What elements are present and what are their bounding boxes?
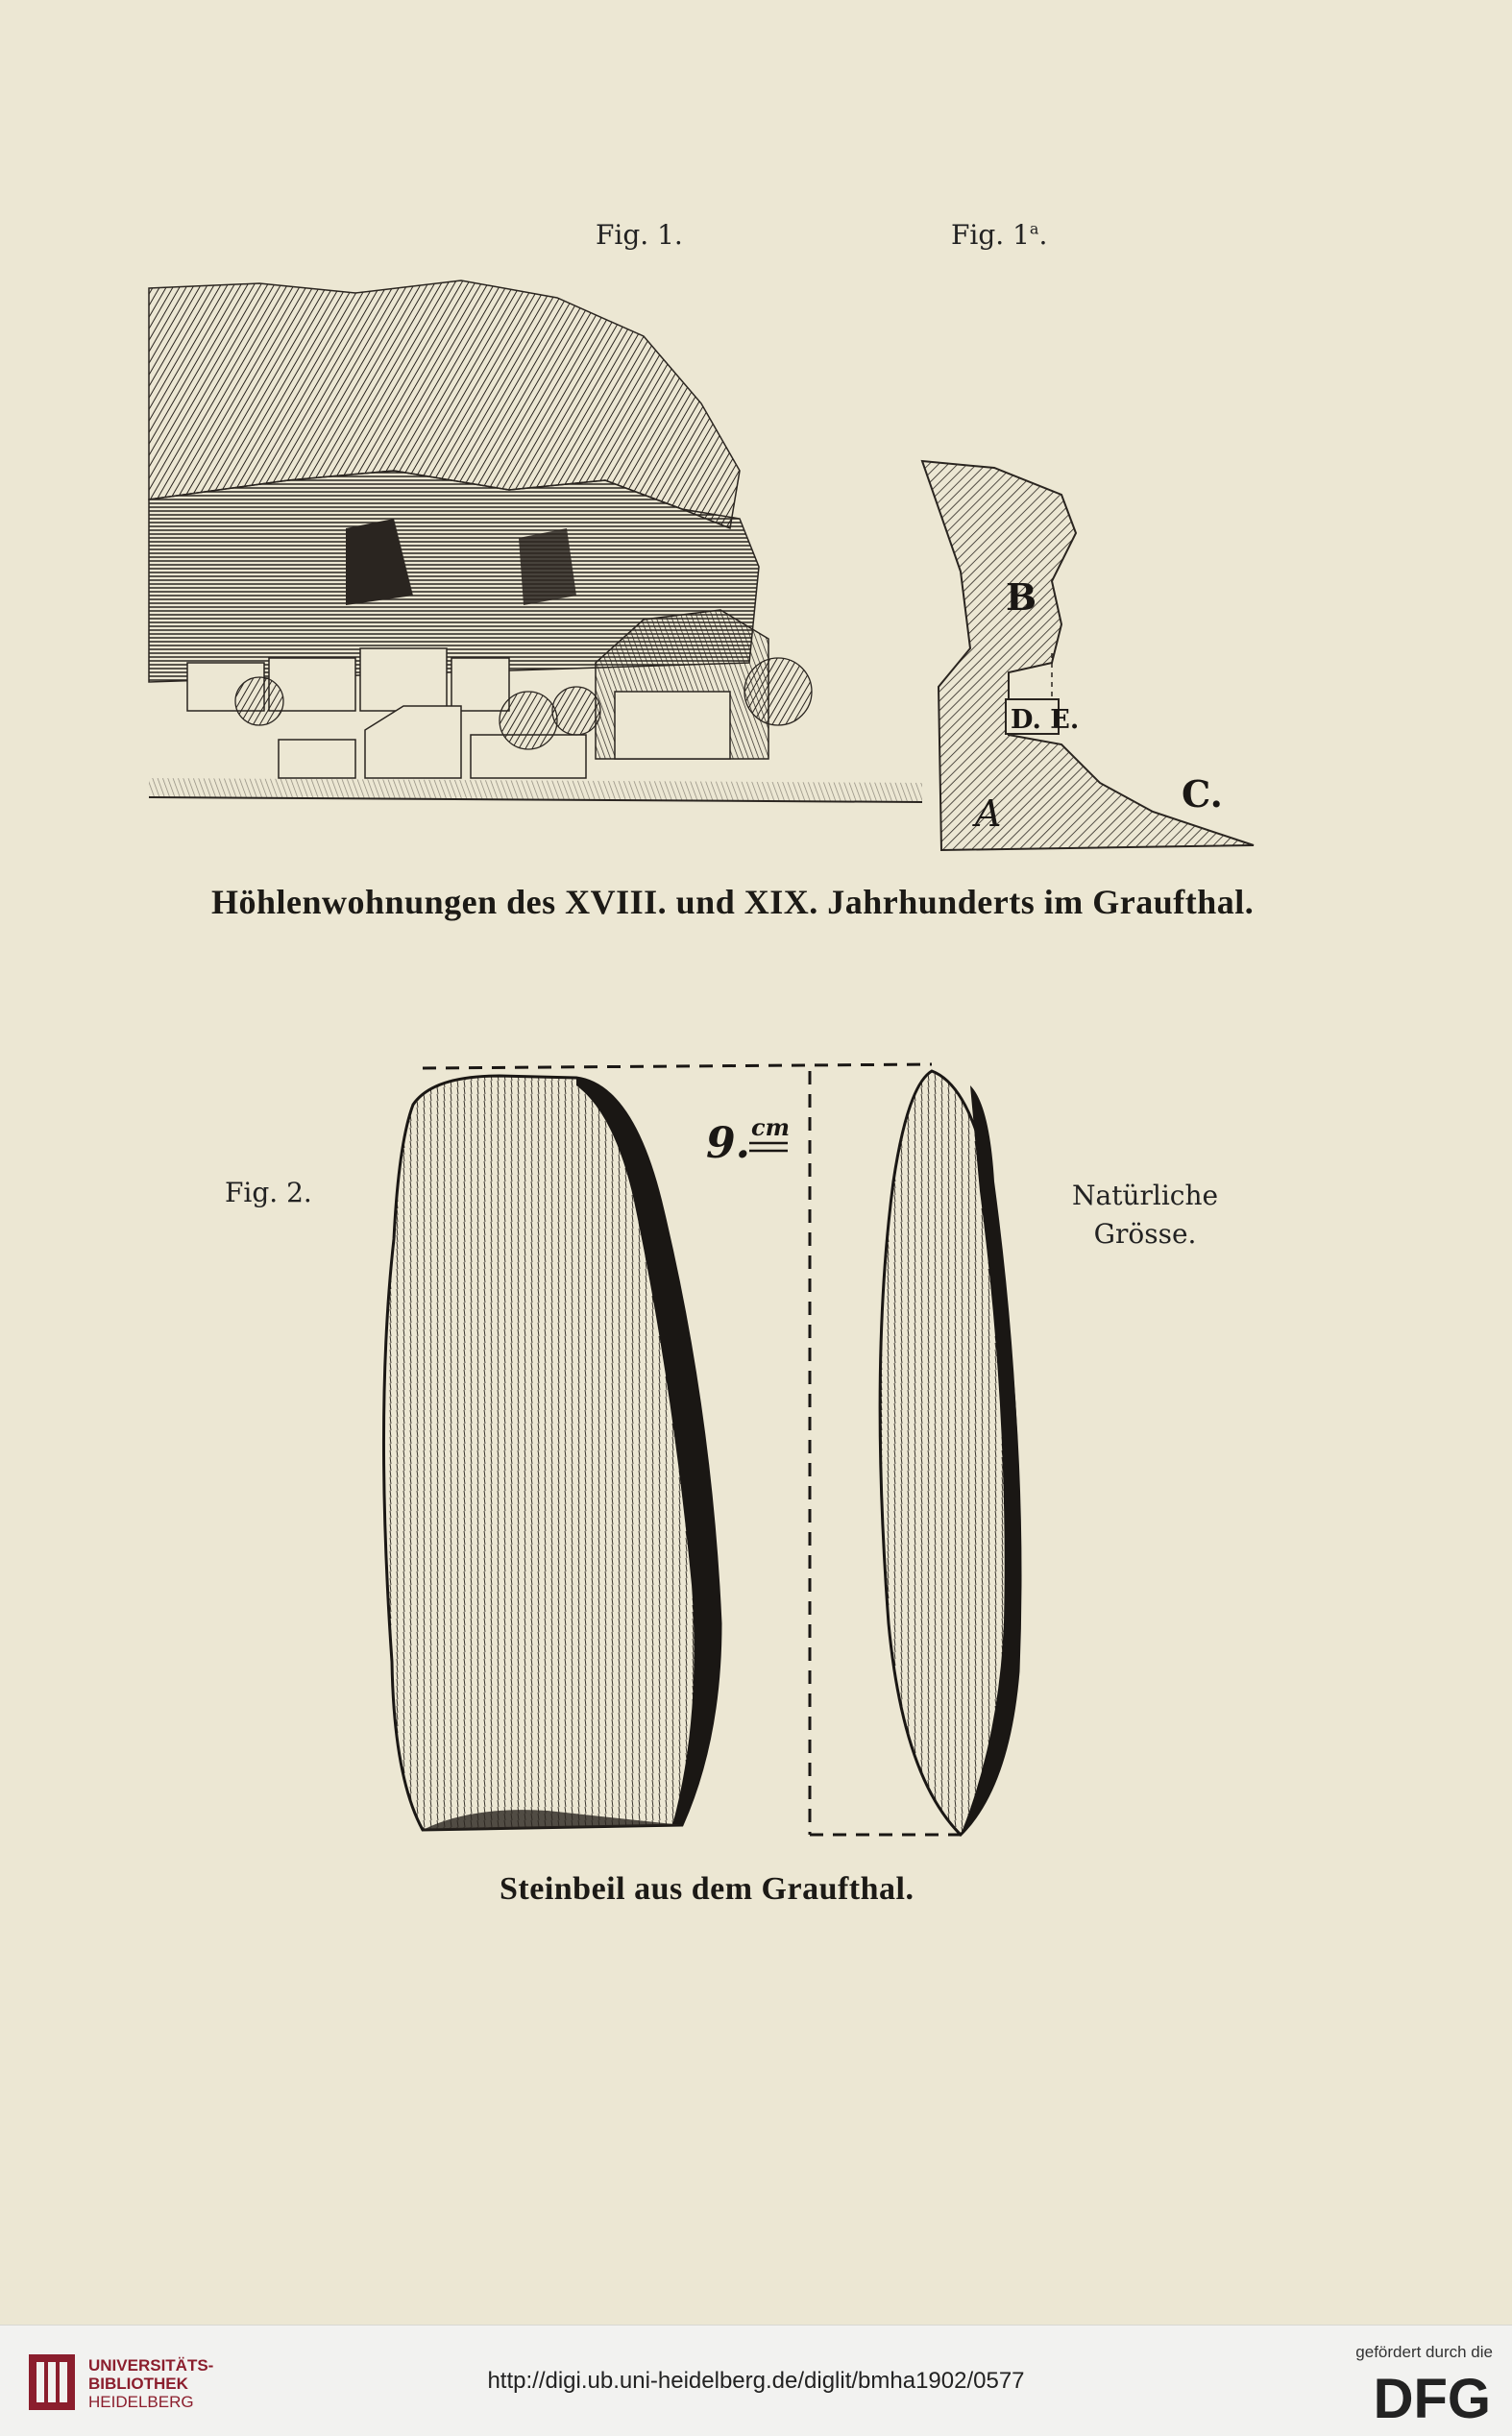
fig1a-label-text: Fig. 1: [951, 219, 1030, 251]
section-label-a: A: [975, 792, 1002, 835]
fig2-caption: Steinbeil aus dem Graufthal.: [500, 1871, 915, 1907]
fig1a-sup: a: [1029, 219, 1039, 238]
section-label-b: B: [1006, 575, 1037, 619]
cross-section-diagram: [917, 456, 1263, 860]
fig1-caption: Höhlenwohnungen des XVIII. und XIX. Jahrhunderts im Graufthal.: [211, 883, 1255, 921]
svg-text:DFG: DFG: [1373, 2368, 1491, 2422]
library-name-line3: HEIDELBERG: [88, 2393, 194, 2411]
permalink-url[interactable]: http://digi.ub.uni-heidelberg.de/diglit/bmha1902/0577: [487, 2368, 1025, 2394]
section-label-de: D. E.: [1011, 705, 1080, 735]
natural-size-label: [1072, 1177, 1218, 1254]
library-name-line1: UNIVERSITÄTS-: [88, 2356, 214, 2375]
library-name-line2: BIBLIOTHEK: [88, 2375, 188, 2393]
fig1a-label: [951, 219, 1047, 251]
stone-axe-drawing: [355, 1047, 1047, 1844]
section-label-c: C.: [1182, 772, 1223, 816]
fig2-label: Fig. 2.: [225, 1177, 312, 1208]
fig1a-dot: .: [1038, 219, 1048, 251]
natural-size-line2: Grösse.: [1093, 1218, 1197, 1250]
natural-size-line1: Natürliche: [1072, 1180, 1219, 1211]
digitization-footer: [0, 2325, 1512, 2436]
cliff-dwellings-engraving: [144, 279, 970, 845]
dfg-logo-icon: [1349, 2368, 1493, 2422]
measure-label: 9.: [706, 1119, 750, 1168]
funded-by-label: gefördert durch die: [1355, 2343, 1493, 2361]
fig1-label: Fig. 1.: [596, 219, 683, 251]
measure-unit: cm: [751, 1113, 791, 1141]
